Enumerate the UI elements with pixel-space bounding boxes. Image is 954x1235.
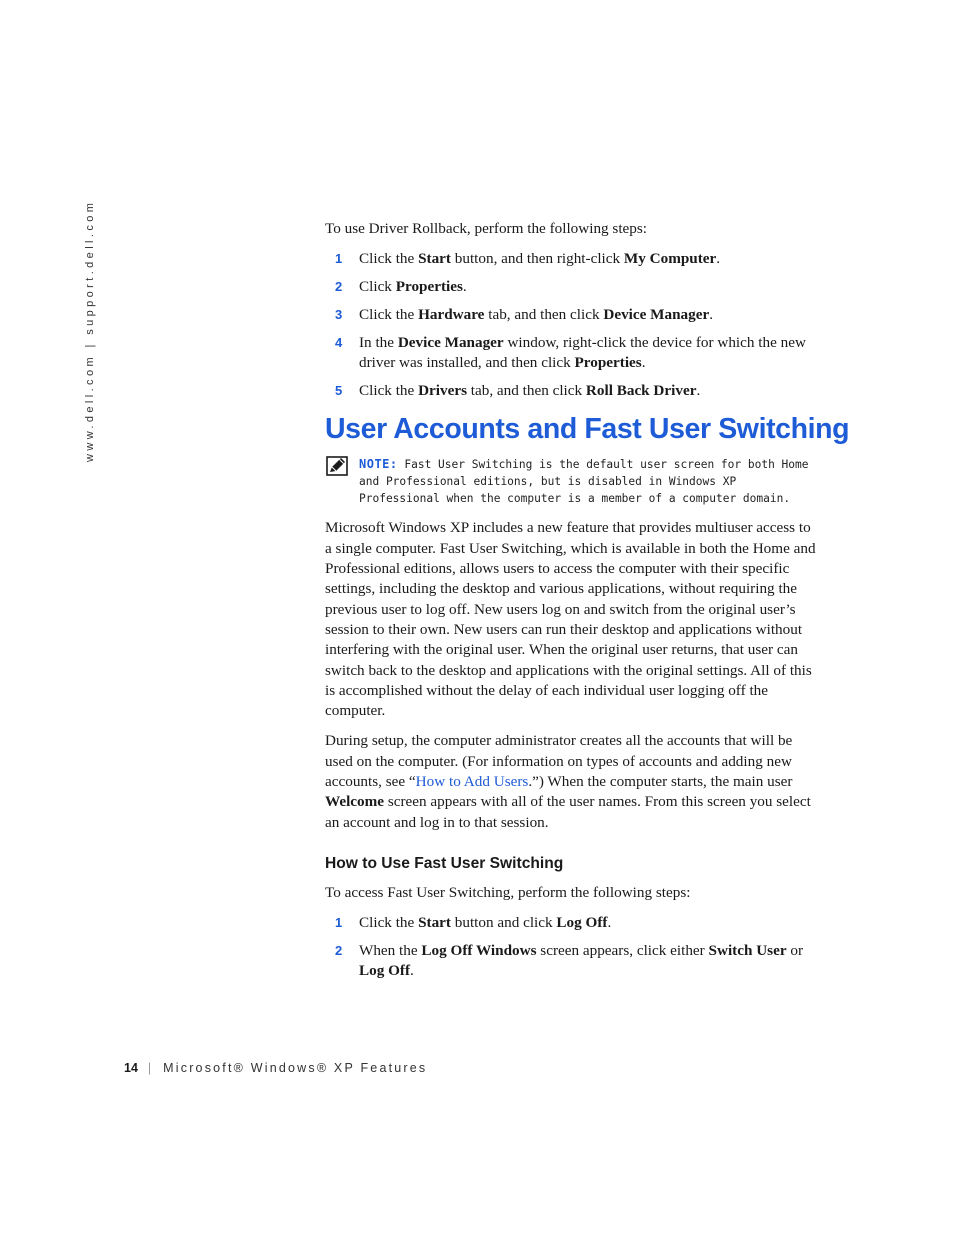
step-item [325, 305, 820, 325]
step-text: Click [359, 278, 396, 296]
ui-term: Drivers [418, 381, 467, 399]
ui-term: Log Off Windows [421, 942, 537, 960]
step-text: In the [359, 334, 398, 352]
ui-term: Switch User [708, 942, 787, 960]
ui-term: Properties [574, 353, 642, 371]
step-text: window, right-click the device for which the new driver was installed, and then click [359, 334, 806, 371]
step-number: 2 [335, 943, 343, 959]
step-number: 3 [335, 307, 343, 323]
step-text: tab, and then click [466, 381, 586, 399]
how-to-add-users-link[interactable]: How to Add Users [415, 772, 529, 790]
chapter-title: Microsoft® Windows® XP Features [163, 1061, 428, 1075]
step-item [325, 913, 820, 933]
step-text: tab, and then click [484, 306, 604, 324]
page-number: 14 [124, 1061, 138, 1075]
step-text: When the [359, 942, 422, 960]
setup-text-start: During setup, the computer administrator creates all the accounts that will be used on the computer. (For information on types of accounts and adding new accounts, see “ [325, 732, 793, 790]
subsection-title: How to Use Fast User Switching [325, 854, 564, 872]
step-number: 4 [335, 335, 343, 351]
ui-term: Hardware [418, 306, 485, 324]
step-text: . [462, 278, 467, 296]
step-item [325, 941, 820, 980]
ui-term: Roll Back Driver [585, 381, 697, 399]
ui-term: Device Manager [397, 334, 504, 352]
note-body: Fast User Switching is the default user screen for both Home and Professional editions, but is disabled in Windows XP Professional when the computer is a member of a computer domain. [359, 458, 809, 506]
ui-term: Start [418, 250, 451, 268]
step-text: . [410, 961, 414, 979]
fast-user-switching-paragraph: Microsoft Windows XP includes a new feature that provides multiuser access to a single computer. Fast User Switching, which is available in both the Home and Professional editions, allows users to access the computer with their specific settings, including the desktop and various applications, without requiring the previous user to log off. New users log on and switch from the original user’s session to their own. New users can run their desktop and applications without interfering with the original user. When the original user returns, that user can switch back to the desktop and applications with the original settings. All of this is accomplished without the delay of each individual user logging off the computer. [325, 519, 816, 720]
note-block [325, 456, 820, 507]
step-text: Click the [359, 381, 419, 399]
rollback-intro: To use Driver Rollback, perform the following steps: [325, 220, 648, 237]
step-text: or [786, 942, 804, 960]
step-text: . [607, 914, 612, 932]
setup-text-middle: .”) When the computer starts, the main user [528, 772, 793, 790]
rollback-steps-list [325, 249, 820, 400]
step-number: 1 [335, 251, 343, 267]
note-label: NOTE: [359, 457, 398, 472]
step-text: Click the [359, 914, 419, 932]
step-number: 5 [335, 382, 343, 398]
setup-text-end: screen appears with all of the user names. From this screen you select an account and log in to that session. [325, 793, 811, 831]
step-item [325, 381, 820, 401]
main-content [325, 219, 850, 992]
section-title: User Accounts and Fast User Switching [325, 413, 850, 446]
step-text: . [716, 250, 721, 268]
sidebar-url: www.dell.com | support.dell.com [84, 199, 96, 462]
ui-term: Properties [395, 278, 463, 296]
switching-steps-list [325, 913, 820, 980]
step-number: 2 [335, 279, 343, 295]
step-item [325, 249, 820, 269]
step-text: button and click [450, 914, 557, 932]
step-number: 1 [335, 915, 343, 931]
ui-term: Log Off [556, 914, 608, 932]
step-text: Click the [359, 250, 419, 268]
pencil-note-icon [326, 456, 348, 476]
switching-intro: To access Fast User Switching, perform the following steps: [325, 883, 691, 901]
note-text [359, 456, 820, 507]
ui-term: Start [418, 914, 451, 932]
page-footer [124, 1061, 427, 1075]
step-text: . [641, 353, 646, 371]
step-text: screen appears, click either [536, 942, 709, 960]
ui-term: Log Off [359, 961, 411, 979]
step-text: . [696, 381, 701, 399]
footer-separator: | [147, 1061, 152, 1075]
step-text: . [709, 306, 714, 324]
step-text: Click the [359, 306, 419, 324]
step-text: button, and then right-click [450, 250, 624, 268]
step-item [325, 277, 820, 297]
ui-term: Device Manager [603, 306, 710, 324]
ui-term: My Computer [623, 250, 717, 268]
welcome-term: Welcome [325, 793, 385, 811]
step-item [325, 333, 820, 372]
setup-paragraph [325, 731, 820, 832]
